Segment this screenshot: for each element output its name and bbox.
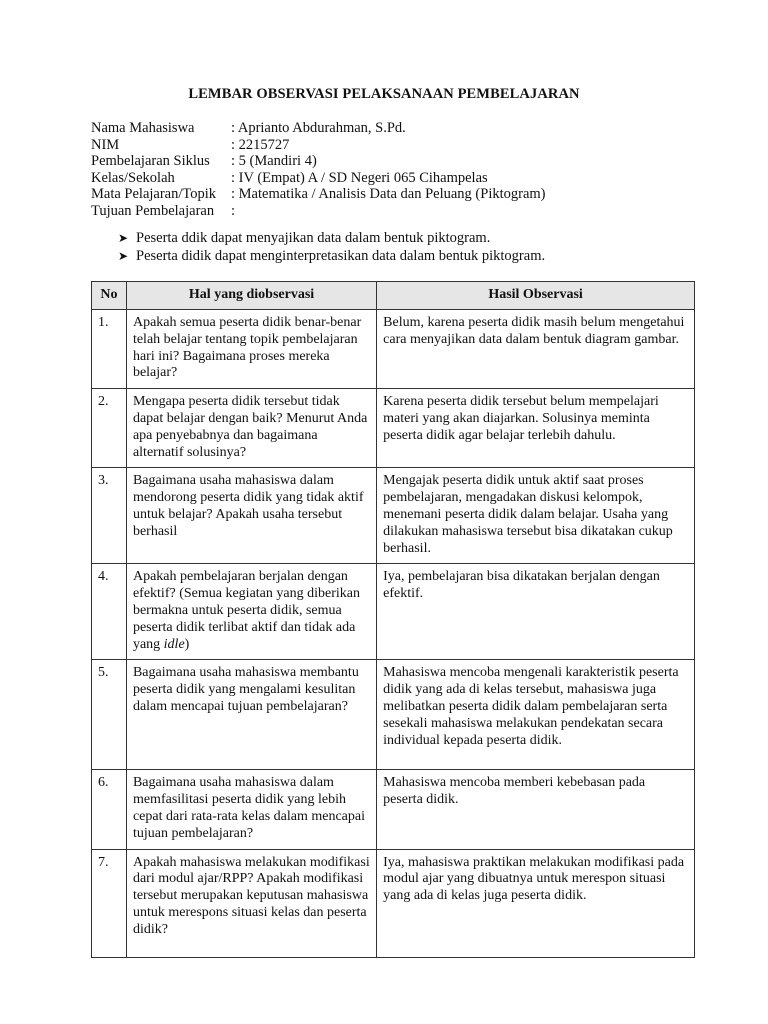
table-row (92, 849, 695, 957)
row-question: Bagaimana usaha mahasiswa dalam memfasilitasi peserta didik yang lebih cepat dari rata-rata kelas dalam mencapai tujuan pembelajaran? (126, 770, 376, 849)
question-italic-term: idle (163, 636, 185, 652)
info-label: Kelas/Sekolah (91, 169, 175, 186)
row-question: Mengapa peserta didik tersebut tidak dapat belajar dengan baik? Menurut Anda apa penyebabnya dan bagaimana alternatif solusinya? (126, 389, 376, 468)
row-number: 2. (92, 389, 127, 468)
question-text: Apakah pembelajaran berjalan dengan efektif? (Semua kegiatan yang diberikan bermakna untuk peserta didik, semua peserta didik terlibat aktif dan tidak ada yang (132, 569, 360, 652)
info-label: NIM (91, 136, 120, 153)
header-observed: Hal yang diobservasi (126, 282, 376, 310)
info-value: : IV (Empat) A / SD Negeri 065 Cihampelas (231, 169, 488, 186)
question-tail: ) (184, 636, 190, 652)
goal-text: Peserta ddik dapat menyajikan data dalam bentuk piktogram. (136, 230, 491, 246)
row-number: 4. (92, 564, 127, 660)
table-row (92, 468, 695, 564)
row-result: Mahasiswa mencoba memberi kebebasan pada peserta didik. (377, 770, 695, 849)
info-row-tujuan (91, 203, 546, 220)
observation-table (91, 281, 695, 958)
row-number: 6. (92, 770, 127, 849)
info-label: Pembelajaran Siklus (91, 153, 210, 170)
row-result: Belum, karena peserta didik masih belum mengetahui cara menyajikan data dalam bentuk diagram gambar. (377, 310, 695, 389)
row-result: Karena peserta didik tersebut belum mempelajari materi yang akan diajarkan. Solusinya meminta peserta didik agar belajar terlebih dahulu. (377, 389, 695, 468)
header-no: No (92, 282, 127, 310)
goal-item (118, 247, 545, 265)
table-row (92, 660, 695, 770)
row-number: 3. (92, 468, 127, 564)
table-row (92, 310, 695, 389)
table-header-row (92, 282, 695, 310)
row-number: 7. (92, 849, 127, 957)
row-result: Mengajak peserta didik untuk aktif saat proses pembelajaran, mengadakan diskusi kelompok, menemani peserta didik dalam belajar. Usaha yang dilakukan mahasiswa tersebut bisa dikatakan cukup berhasil. (377, 468, 695, 564)
info-row-nim (91, 137, 546, 154)
goal-item (118, 229, 545, 247)
info-value: : Aprianto Abdurahman, S.Pd. (231, 120, 406, 136)
info-row-mapel (91, 186, 546, 203)
table-row (92, 770, 695, 849)
info-value: : 5 (Mandiri 4) (231, 153, 317, 170)
row-result: Iya, pembelajaran bisa dikatakan berjalan dengan efektif. (377, 564, 695, 660)
info-row-siklus (91, 153, 546, 170)
row-question (126, 564, 376, 660)
info-value: : Matematika / Analisis Data dan Peluang (Piktogram) (231, 186, 546, 203)
learning-goals-list (118, 229, 545, 265)
goal-text: Peserta didik dapat menginterpretasikan data dalam bentuk piktogram. (136, 248, 546, 264)
table-row (92, 389, 695, 468)
info-row-nama (91, 120, 546, 137)
header-result: Hasil Observasi (377, 282, 695, 310)
table-row (92, 564, 695, 660)
row-result: Mahasiswa mencoba mengenali karakteristik peserta didik yang ada di kelas tersebut, mahasiswa juga melibatkan peserta didik dalam pembelajaran serta sesekali mahasiswa melakukan pendekatan secara individual kepada peserta didik. (377, 660, 695, 770)
info-value: : (231, 202, 236, 219)
document-title: LEMBAR OBSERVASI PELAKSANAAN PEMBELAJARAN (188, 86, 580, 102)
row-question: Bagaimana usaha mahasiswa membantu peserta didik yang mengalami kesulitan dalam mencapai tujuan pembelajaran? (126, 660, 376, 770)
row-question: Apakah mahasiswa melakukan modifikasi dari modul ajar/RPP? Apakah modifikasi tersebut merupakan keputusan mahasiswa untuk merespons situasi kelas dan peserta didik? (126, 849, 376, 957)
row-number: 5. (92, 660, 127, 770)
row-question: Bagaimana usaha mahasiswa dalam mendorong peserta didik yang tidak aktif untuk belajar? Apakah usaha tersebut berhasil (126, 468, 376, 564)
row-question: Apakah semua peserta didik benar-benar telah belajar tentang topik pembelajaran hari ini? Bagaimana proses mereka belajar? (126, 310, 376, 389)
info-label: Tujuan Pembelajaran (91, 202, 215, 219)
info-label: Mata Pelajaran/Topik (91, 186, 217, 203)
arrow-bullet-icon: ➤ (118, 231, 129, 245)
info-value: : 2215727 (231, 136, 290, 153)
row-result: Iya, mahasiswa praktikan melakukan modifikasi pada modul ajar yang dibuatnya untuk merespon situasi yang ada di kelas juga peserta didik. (377, 849, 695, 957)
row-number: 1. (92, 310, 127, 389)
info-label: Nama Mahasiswa (91, 120, 195, 136)
arrow-bullet-icon: ➤ (118, 249, 129, 263)
identity-block (91, 120, 546, 220)
info-row-kelas (91, 170, 546, 187)
